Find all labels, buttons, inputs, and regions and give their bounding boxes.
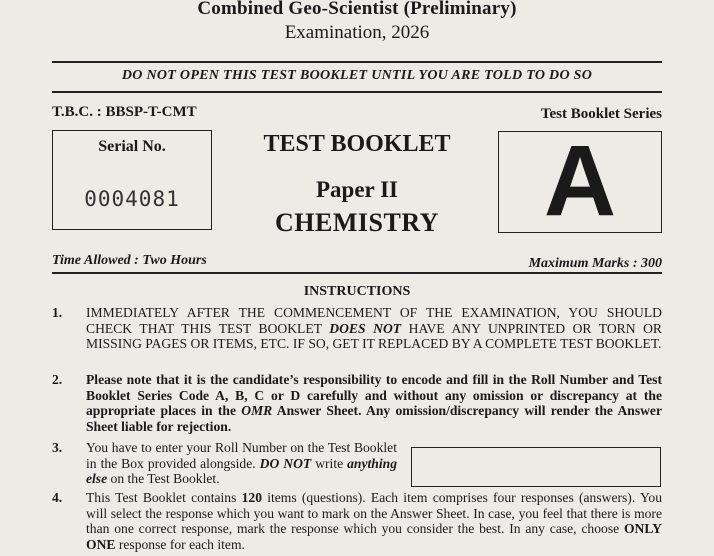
series-box [498, 125, 662, 237]
item-text: on the Test Booklet. [107, 471, 220, 487]
item-emphasis: ONLY ONE [86, 521, 662, 552]
top-rule [52, 61, 662, 63]
item-text: IMMEDIATELY AFTER THE COMMENCEMENT OF THE EXAMINATION, YOU SHOULD CHECK THAT THIS TEST BOOKLET [86, 305, 662, 336]
item-text: Answer Sheet. Any omission/discrepancy will render the Answer Sheet liable for rejection. [86, 403, 662, 434]
item-number: 3. [52, 440, 63, 455]
item-text: items (questions). Each item comprises four responses (answers). You will select the response which you want to mark on the Answer Sheet. In case, you feel that there is more than one correct response, mark the response which you consider the best. In any case, choose [86, 490, 662, 537]
item-emphasis: DO NOT [259, 455, 312, 471]
exam-title: Combined Geo-Scientist (Preliminary) [197, 0, 517, 19]
series-label: Test Booklet Series [540, 106, 662, 122]
item-emphasis: 120 [241, 490, 262, 505]
item-text: response for each item. [115, 536, 245, 552]
serial-number: 0004081 [84, 187, 180, 211]
instruction-item [52, 305, 662, 352]
warning-rule [52, 91, 662, 93]
do-not-open-warning: DO NOT OPEN THIS TEST BOOKLET UNTIL YOU ARE TOLD TO DO SO [121, 68, 593, 83]
item-text: You have to enter your Roll Number on the Test Booklet in the Box provided alongside. [86, 440, 397, 471]
booklet-title: TEST BOOKLET [263, 131, 451, 157]
item-text: This Test Booklet contains [86, 490, 242, 505]
serial-label: Serial No. [98, 138, 166, 155]
time-allowed: Time Allowed : Two Hours [52, 253, 207, 268]
roll-number-box[interactable] [411, 447, 661, 487]
item-text: HAVE ANY UNPRINTED OR TORN OR MISSING PAGES OR ITEMS, ETC. IF SO, GET IT REPLACED BY A COMPLETE TEST BOOKLET. [86, 320, 662, 352]
paper-label: Paper II [316, 177, 398, 202]
item-emphasis: DOES NOT [329, 320, 402, 336]
item-text: Please note that it is the candidate’s responsibility to encode and fill in the Roll Number and Test Booklet Series Code A, B, C or D carefully and without any omission or discrepancy at the appropriate places in the [86, 372, 662, 419]
exam-year: Examination, 2026 [284, 22, 430, 43]
item-text: write [311, 455, 348, 471]
instruction-item [52, 440, 397, 487]
subject-title: CHEMISTRY [275, 208, 439, 237]
instructions-heading: INSTRUCTIONS [303, 284, 411, 299]
instruction-item [52, 490, 662, 552]
item-number: 4. [52, 490, 63, 505]
item-emphasis: anything else [86, 455, 397, 487]
instruction-item [52, 372, 662, 434]
item-number: 2. [52, 372, 63, 387]
tbc-code: T.B.C. : BBSP-T-CMT [52, 104, 197, 120]
item-number: 1. [52, 305, 63, 320]
serial-number-box [52, 130, 212, 230]
maximum-marks: Maximum Marks : 300 [528, 256, 662, 271]
item-emphasis: OMR [241, 403, 273, 419]
meta-rule [52, 272, 662, 274]
series-letter: A [543, 125, 617, 237]
